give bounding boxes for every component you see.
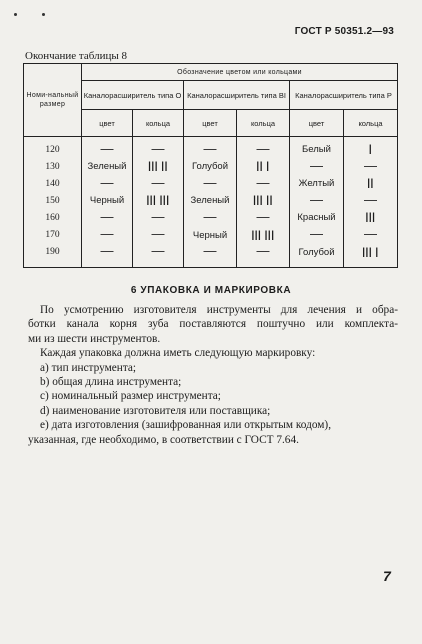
dash-mark: — — [256, 140, 270, 156]
dash-mark: — — [203, 243, 217, 259]
instrument-header-bi: Каналорасширитель типа ВI — [184, 81, 290, 110]
paragraph-line: По усмотрению изготовителя инструменты для лечения и обра- — [40, 304, 398, 316]
color-cell — [184, 158, 237, 175]
size-cell: 140 — [24, 175, 82, 192]
dash-mark: — — [364, 226, 377, 242]
size-cell: 130 — [24, 158, 82, 175]
ring-marks: | — [368, 144, 373, 156]
list-item: d) наименование изготовителя или поставщика; — [40, 404, 271, 417]
list-item: а) тип инструмента; — [40, 361, 137, 374]
color-cell — [290, 175, 344, 192]
rings-cell — [133, 175, 184, 192]
ring-marks: || | — [256, 161, 270, 173]
dash-mark: — — [256, 208, 270, 224]
rings-cell — [133, 158, 184, 175]
dash-mark: — — [100, 174, 114, 190]
dash-mark: — — [203, 174, 217, 190]
rings-cell — [133, 209, 184, 226]
color-cell — [82, 175, 133, 192]
color-subheader: цвет — [82, 110, 133, 137]
size-column-header: Номи-нальный размер — [24, 64, 82, 137]
rings-cell — [344, 192, 398, 209]
ring-marks: || — [367, 178, 374, 190]
dash-mark: — — [256, 243, 270, 259]
rings-subheader: кольца — [237, 110, 290, 137]
color-subheader: цвет — [290, 110, 344, 137]
ring-marks: ||| — [365, 212, 376, 224]
scan-mark-1 — [14, 13, 17, 16]
instrument-header-o: Каналорасширитель типа О — [82, 81, 184, 110]
size-cell: 120 — [24, 137, 82, 159]
dash-mark: — — [151, 174, 165, 190]
table-body — [24, 137, 398, 268]
color-subheader: цвет — [184, 110, 237, 137]
dash-mark: — — [364, 157, 377, 173]
table-row — [24, 244, 398, 268]
rings-cell — [237, 137, 290, 159]
color-cell — [184, 192, 237, 209]
dash-mark: — — [203, 208, 217, 224]
dash-mark: — — [151, 226, 165, 242]
dash-mark: — — [151, 243, 165, 259]
rings-cell — [237, 175, 290, 192]
color-name: Черный — [192, 229, 228, 241]
table-caption: Окончание таблицы 8 — [25, 50, 127, 62]
color-name: Желтый — [298, 178, 335, 190]
table-row — [24, 158, 398, 175]
color-cell — [290, 209, 344, 226]
color-name: Голубой — [191, 161, 228, 173]
table-row — [24, 137, 398, 159]
dash-mark: — — [310, 226, 323, 242]
rings-cell — [237, 244, 290, 268]
color-name: Зеленый — [190, 195, 230, 207]
paragraph-line: ми из шести инструментов. — [28, 332, 161, 345]
list-item: с) номинальный размер инструмента; — [40, 390, 221, 403]
size-cell: 160 — [24, 209, 82, 226]
rings-cell — [344, 244, 398, 268]
page-number: 7 — [383, 568, 391, 584]
color-cell — [82, 137, 133, 159]
dash-mark: — — [151, 208, 165, 224]
rings-cell — [344, 175, 398, 192]
dash-mark: — — [310, 191, 323, 207]
group-header: Обозначение цветом или кольцами — [82, 64, 398, 81]
list-item: е) дата изготовления (зашифрованная или открытым кодом), — [40, 419, 332, 432]
rings-cell — [344, 137, 398, 159]
rings-cell — [133, 137, 184, 159]
color-cell — [184, 137, 237, 159]
instrument-header-p: Каналорасширитель типа Р — [290, 81, 398, 110]
rings-subheader: кольца — [133, 110, 184, 137]
color-cell — [82, 226, 133, 243]
size-cell: 170 — [24, 226, 82, 243]
color-cell — [82, 158, 133, 175]
color-name: Красный — [297, 212, 336, 224]
color-cell — [82, 209, 133, 226]
dash-mark: — — [100, 243, 114, 259]
table-row — [24, 192, 398, 209]
list-item: указанная, где необходимо, в соответствии с ГОСТ 7.64. — [28, 433, 299, 446]
rings-cell — [344, 226, 398, 243]
rings-cell — [344, 158, 398, 175]
dash-mark: — — [151, 140, 165, 156]
ring-marks: ||| || — [148, 161, 168, 173]
color-coding-table — [23, 63, 398, 268]
table-row — [24, 209, 398, 226]
color-cell — [184, 175, 237, 192]
rings-subheader: кольца — [344, 110, 398, 137]
rings-cell — [237, 192, 290, 209]
section-body — [28, 303, 398, 447]
standard-header: ГОСТ Р 50351.2—93 — [294, 26, 394, 37]
rings-cell — [237, 209, 290, 226]
size-cell: 190 — [24, 244, 82, 268]
ring-marks: ||| || — [253, 195, 273, 207]
ring-marks: ||| ||| — [146, 195, 170, 207]
color-cell — [184, 209, 237, 226]
table-row — [24, 226, 398, 243]
dash-mark: — — [203, 140, 217, 156]
rings-cell — [237, 158, 290, 175]
color-cell — [290, 137, 344, 159]
dash-mark: — — [100, 140, 114, 156]
ring-marks: ||| ||| — [251, 229, 275, 241]
rings-cell — [237, 226, 290, 243]
color-cell — [290, 244, 344, 268]
size-cell: 150 — [24, 192, 82, 209]
dash-mark: — — [100, 208, 114, 224]
color-cell — [82, 244, 133, 268]
ring-marks: ||| | — [362, 246, 379, 258]
color-cell — [290, 226, 344, 243]
table-row — [24, 175, 398, 192]
dash-mark: — — [100, 226, 114, 242]
paragraph-line: ботки канала корня зуба поставляются поштучно или комплекта- — [28, 318, 398, 331]
section-title: 6 УПАКОВКА И МАРКИРОВКА — [130, 285, 292, 296]
color-cell — [184, 226, 237, 243]
color-name: Черный — [89, 195, 125, 207]
color-cell — [290, 192, 344, 209]
dash-mark: — — [364, 191, 377, 207]
color-name: Белый — [302, 144, 331, 156]
rings-cell — [133, 192, 184, 209]
paragraph-line: Каждая упаковка должна иметь следующую маркировку: — [40, 347, 316, 360]
color-cell — [290, 158, 344, 175]
scan-mark-2 — [42, 13, 45, 16]
color-name: Зеленый — [87, 161, 127, 173]
rings-cell — [344, 209, 398, 226]
color-cell — [184, 244, 237, 268]
dash-mark: — — [310, 157, 323, 173]
rings-cell — [133, 244, 184, 268]
dash-mark: — — [256, 174, 270, 190]
color-name: Голубой — [298, 246, 335, 258]
rings-cell — [133, 226, 184, 243]
list-item: b) общая длина инструмента; — [40, 376, 182, 389]
color-cell — [82, 192, 133, 209]
